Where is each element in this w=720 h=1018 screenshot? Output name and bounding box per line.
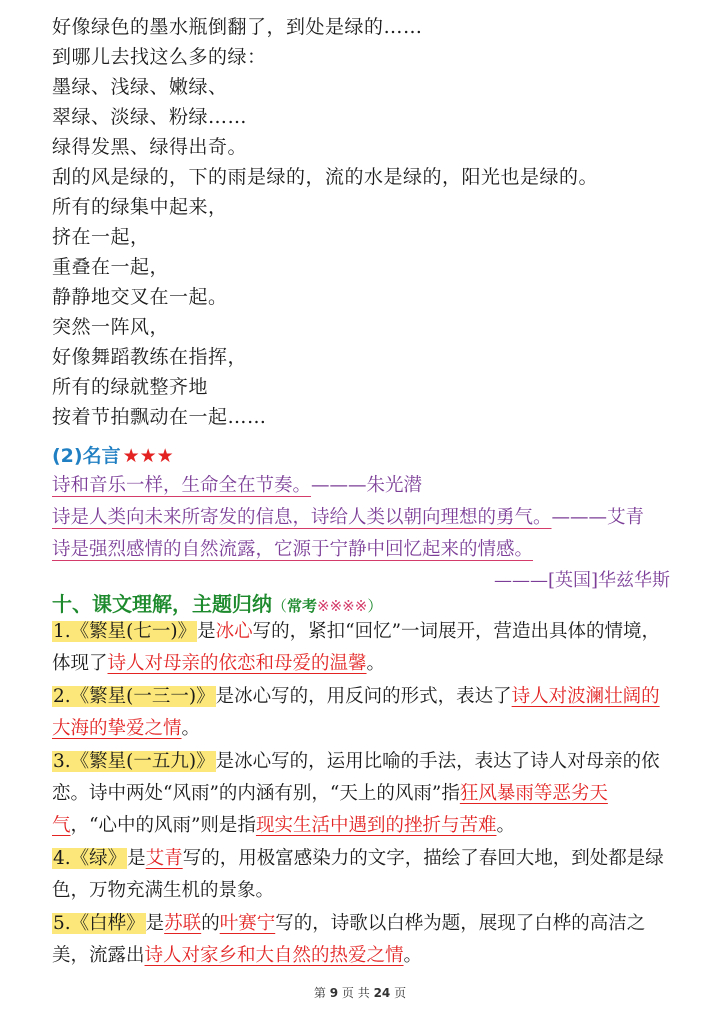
frequency-tag [272, 597, 382, 615]
footer-text: 页 共 [341, 986, 370, 1000]
item-title: 3.《繁星(一五九)》 [53, 751, 215, 772]
poem-line: 到哪儿去找这么多的绿： [52, 46, 267, 68]
poem-line: 所有的绿就整齐地 [52, 376, 209, 398]
author-highlight: 冰心 [215, 621, 253, 642]
list-item [52, 681, 672, 745]
list-item [52, 746, 672, 842]
poem-line: 所有的绿集中起来， [52, 196, 228, 218]
item-text: 。 [496, 815, 515, 836]
quote-text: 诗是强烈感情的自然流露，它源于宁静中回忆起来的情感。 [52, 539, 534, 560]
poem-line: 墨绿、浅绿、嫩绿、 [52, 76, 228, 98]
item-text: 。 [403, 945, 423, 966]
poem-line: 绿得发黑、绿得出奇。 [52, 136, 248, 158]
quote-author: ———[英国]华兹华斯 [493, 570, 670, 591]
item-text: 是 [145, 913, 165, 934]
item-text: 。 [181, 718, 201, 739]
star-rating: ★★★ [122, 445, 174, 467]
poem-line: 挤在一起， [52, 226, 150, 248]
list-item [52, 908, 672, 972]
summary-list [52, 616, 672, 973]
author-highlight: 艾青 [145, 848, 183, 869]
poem-line: 好像绿色的墨水瓶倒翻了，到处是绿的…… [52, 16, 423, 38]
item-title: 1.《繁星(七一)》 [53, 621, 197, 642]
theme-highlight: 诗人对波澜壮阔的大海的挚爱之情 [52, 686, 660, 739]
item-text: 是冰心写的，运用比喻的手法，表达了诗人对母亲的依恋。诗中两处“风雨”的内涵有别，“天上的风雨”指 [52, 751, 660, 804]
footer-text: 第 [313, 986, 326, 1000]
footer-text: 页 [394, 986, 407, 1000]
item-title: 5.《白桦》 [53, 913, 145, 934]
quotes-list [52, 470, 670, 596]
quote-text: 诗是人类向未来所寄发的信息，诗给人类以朝向理想的勇气。 [52, 507, 552, 528]
poem-line: 按着节拍飘动在一起…… [52, 406, 267, 428]
quote-text: 诗和音乐一样，生命全在节奏。 [52, 475, 312, 496]
page-footer [0, 984, 720, 1001]
item-text: 是 [127, 848, 146, 869]
theme-highlight: 狂风暴雨等恶劣天气 [52, 783, 608, 836]
total-page-count: 24 [373, 986, 391, 1000]
quote-item [52, 502, 670, 534]
list-item [52, 843, 672, 907]
country-highlight: 苏联 [164, 913, 202, 934]
item-text: 是 [197, 621, 216, 642]
section-heading-label: 十、课文理解，主题归纳 [52, 592, 272, 616]
item-text: 是冰心写的，用反问的形式，表达了 [215, 686, 512, 707]
quote-author: ———艾青 [551, 507, 645, 528]
tag-open: （ [272, 597, 288, 615]
item-text: 。 [366, 653, 386, 674]
item-text: 写的，用极富感染力的文字，描绘了春回大地，到处都是绿色，万物充满生机的景象。 [52, 848, 664, 901]
item-title: 2.《繁星(一三一)》 [53, 686, 215, 707]
theme-highlight: 现实生活中遇到的挫折与苦难 [255, 815, 497, 836]
item-text: 写的，紧扣“回忆”一词展开，营造出具体的情境，体现了 [52, 621, 661, 674]
quote-item [52, 534, 670, 566]
poem-line: 刮的风是绿的，下的雨是绿的，流的水是绿的，阳光也是绿的。 [52, 166, 599, 188]
tag-close: ） [367, 597, 383, 615]
item-text: 写的，诗歌以白桦为题，展现了白桦的高洁之美，流露出 [52, 913, 646, 966]
poem-line: 静静地交叉在一起。 [52, 286, 228, 308]
poem-line: 翠绿、淡绿、粉绿…… [52, 106, 248, 128]
poem-line: 突然一阵风， [52, 316, 170, 338]
tag-label: 常考 [287, 597, 318, 615]
item-text: 的 [201, 913, 220, 934]
quote-author: ———朱光潜 [311, 475, 423, 496]
theme-highlight: 诗人对家乡和大自然的热爱之情 [144, 945, 404, 966]
item-title: 4.《绿》 [53, 848, 127, 869]
tag-marks: ※※※※ [317, 597, 368, 615]
poem-line: 重叠在一起， [52, 256, 170, 278]
list-item [52, 616, 672, 680]
current-page-number: 9 [329, 986, 339, 1000]
section-heading [52, 588, 382, 617]
poem-excerpt [52, 12, 598, 432]
quote-item [52, 470, 670, 502]
item-text: ，“心中的风雨”则是指 [70, 815, 256, 836]
poem-line: 好像舞蹈教练在指挥， [52, 346, 248, 368]
quotes-heading-label: (2)名言 [52, 445, 121, 467]
author-highlight: 叶赛宁 [219, 913, 276, 934]
quotes-heading [52, 441, 174, 468]
theme-highlight: 诗人对母亲的依恋和母爱的温馨 [107, 653, 367, 674]
